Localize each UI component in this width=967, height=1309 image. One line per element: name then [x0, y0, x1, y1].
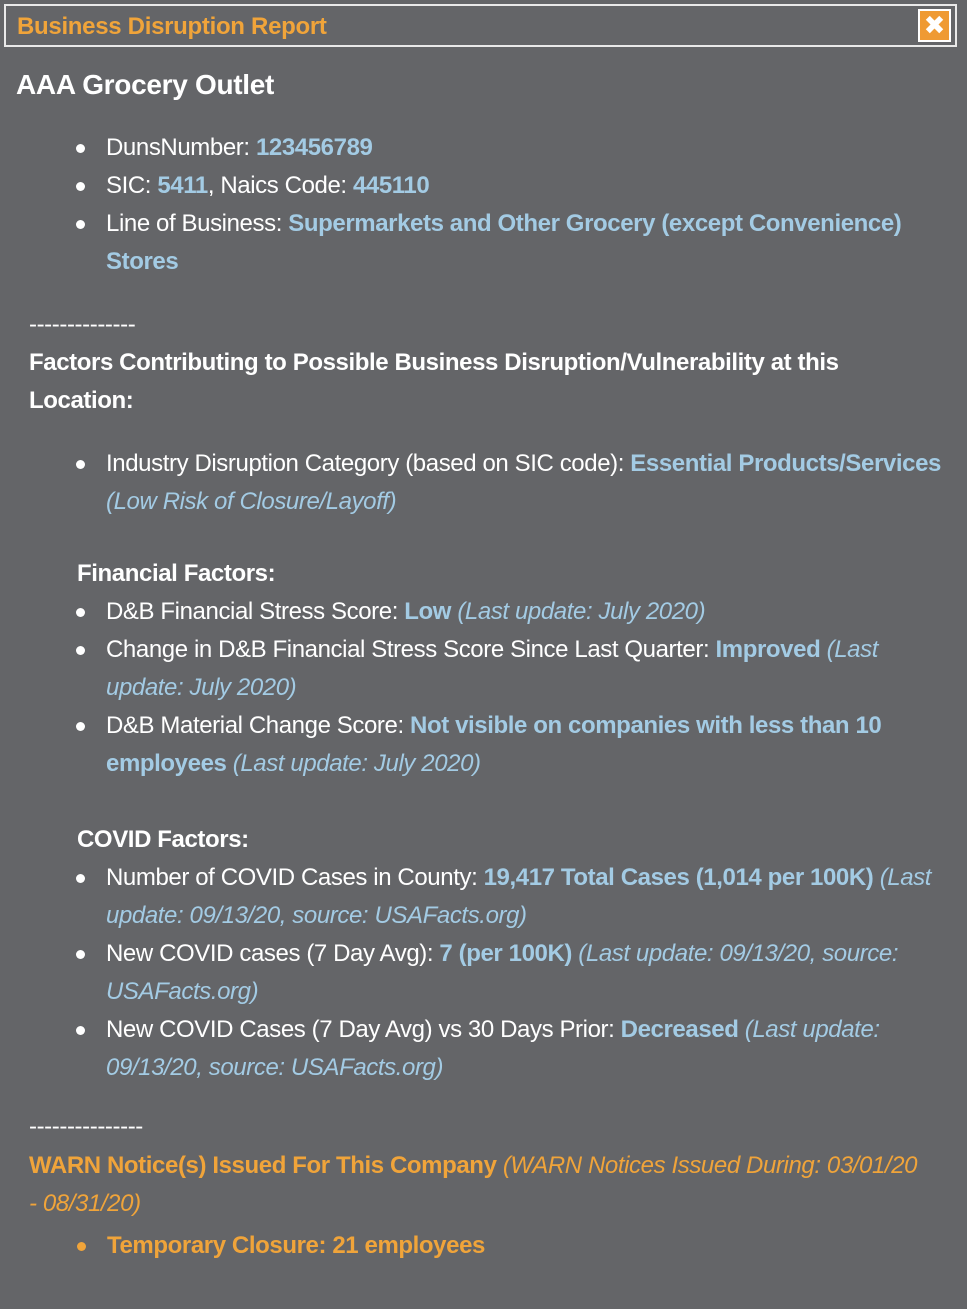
- naics-link[interactable]: 445110: [352, 172, 430, 199]
- industry-value[interactable]: Essential Products/Services: [630, 450, 941, 477]
- duns-label: DunsNumber:: [106, 134, 256, 161]
- material-label: D&B Material Change Score:: [106, 712, 411, 739]
- change-note: (Last update: July 2020): [106, 636, 878, 701]
- material-change-item: [76, 707, 946, 783]
- lob-label: Line of Business:: [106, 210, 289, 237]
- company-name: AAA Grocery Outlet: [16, 69, 275, 100]
- dialog-title: Business Disruption Report: [17, 13, 327, 40]
- factors-heading: Factors Contributing to Possible Business Disruption/Vulnerability at this Location:: [29, 349, 839, 414]
- cases-note: (Last update: 09/13/20, source: USAFacts.org): [106, 864, 932, 929]
- new-value[interactable]: 7 (per 100K): [439, 940, 572, 967]
- warn-heading: WARN Notice(s) Issued For This Company: [29, 1152, 497, 1179]
- stress-value[interactable]: Low: [404, 598, 452, 625]
- close-icon: ✖: [923, 10, 946, 40]
- new-note: (Last update: 09/13/20, source: USAFacts.org): [106, 940, 899, 1005]
- industry-note: (Low Risk of Closure/Layoff): [106, 488, 397, 515]
- separator: ---------------: [29, 1113, 143, 1140]
- duns-link[interactable]: 123456789: [255, 134, 373, 161]
- change-label: Change in D&B Financial Stress Score Since Last Quarter:: [106, 636, 716, 663]
- new-label: New COVID cases (7 Day Avg):: [106, 940, 440, 967]
- company-details: [76, 129, 946, 281]
- trend-label: New COVID Cases (7 Day Avg) vs 30 Days Prior:: [106, 1016, 621, 1043]
- cases-label: Number of COVID Cases in County:: [106, 864, 484, 891]
- sic-link[interactable]: 5411: [157, 172, 208, 199]
- trend-value[interactable]: Decreased: [620, 1016, 739, 1043]
- stress-score-item: [76, 593, 946, 631]
- line-of-business-item: [76, 205, 946, 281]
- warn-heading-block: [29, 1147, 929, 1223]
- dialog-titlebar: [4, 4, 957, 47]
- duns-item: [76, 129, 946, 167]
- stress-note: (Last update: July 2020): [457, 598, 706, 625]
- industry-section: [76, 445, 946, 521]
- stress-change-item: [76, 631, 946, 707]
- separator: --------------: [29, 311, 136, 338]
- sic-label: SIC:: [106, 172, 158, 199]
- material-value[interactable]: Not visible on companies with less than 10 employees: [106, 712, 882, 777]
- lob-link[interactable]: Supermarkets and Other Grocery (except Convenience) Stores: [106, 210, 902, 275]
- material-note: (Last update: July 2020): [232, 750, 481, 777]
- warn-section: [77, 1227, 947, 1265]
- cases-value[interactable]: 19,417 Total Cases (1,014 per 100K): [483, 864, 874, 891]
- sic-item: [76, 167, 946, 205]
- industry-label: Industry Disruption Category (based on SIC code):: [106, 450, 631, 477]
- warn-item: [77, 1227, 947, 1265]
- financial-heading: Financial Factors:: [77, 560, 276, 587]
- naics-label: , Naics Code:: [207, 172, 353, 199]
- close-button[interactable]: [918, 9, 951, 42]
- covid-cases-item: [76, 859, 946, 935]
- covid-new-item: [76, 935, 946, 1011]
- covid-section: [76, 859, 946, 1087]
- stress-label: D&B Financial Stress Score:: [106, 598, 405, 625]
- covid-heading: COVID Factors:: [77, 826, 249, 853]
- trend-note: (Last update: 09/13/20, source: USAFacts.org): [106, 1016, 880, 1081]
- financial-section: [76, 593, 946, 783]
- warn-item-text: Temporary Closure: 21 employees: [107, 1232, 485, 1259]
- warn-period-note: (WARN Notices Issued During: 03/01/20 - 08/31/20): [29, 1152, 918, 1217]
- industry-item: [76, 445, 946, 521]
- covid-trend-item: [76, 1011, 946, 1087]
- change-value[interactable]: Improved: [715, 636, 821, 663]
